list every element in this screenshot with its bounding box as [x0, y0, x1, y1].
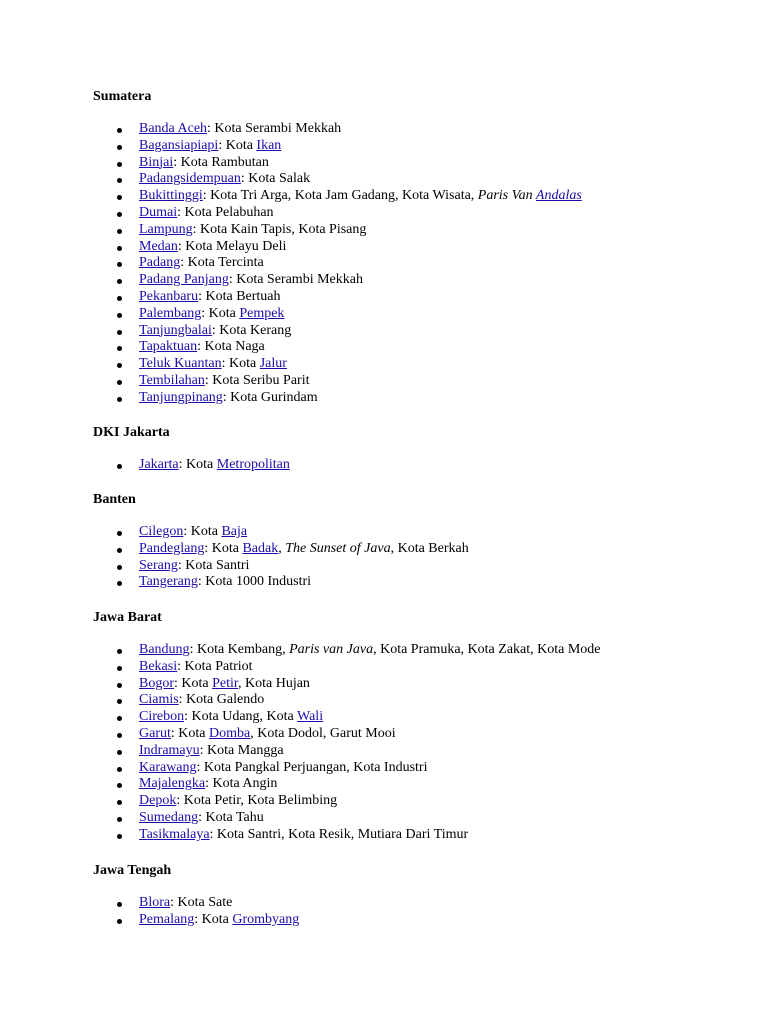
bullet-icon: [117, 919, 122, 924]
list-item: [93, 222, 753, 239]
list-item: [93, 272, 753, 289]
list-item: [93, 205, 753, 222]
list-item: [93, 138, 753, 155]
city-link[interactable]: Binjai: [139, 154, 174, 170]
item-text: : Kota Tercinta: [180, 255, 264, 271]
list-item: [93, 390, 753, 407]
city-link[interactable]: Depok: [139, 793, 177, 809]
city-link[interactable]: Palembang: [139, 305, 202, 321]
item-text: ,: [278, 540, 286, 556]
item-text: : Kota Kerang: [211, 322, 292, 338]
city-link[interactable]: Wali: [297, 709, 324, 725]
item-text: , Kota Berkah: [390, 540, 469, 556]
city-link[interactable]: Sumedang: [139, 809, 199, 825]
list-item: [93, 541, 753, 558]
item-text: : Kota: [183, 524, 222, 539]
list-item: [93, 912, 753, 929]
item-text: : Kota Kain Tapis, Kota Pisang: [192, 221, 367, 237]
item-text: : Kota Kembang,: [189, 642, 290, 657]
list-item: [93, 255, 753, 272]
item-text: : Kota: [201, 305, 240, 321]
city-link[interactable]: Pekanbaru: [139, 288, 199, 304]
bullet-icon: [117, 162, 122, 167]
city-link[interactable]: Andalas: [535, 188, 582, 204]
bullet-icon: [117, 346, 122, 351]
city-link[interactable]: Ikan: [256, 137, 282, 153]
section-jawa-barat: [93, 609, 753, 842]
city-link[interactable]: Padang Panjang: [139, 272, 229, 288]
item-text: , Kota Dodol, Garut Mooi: [250, 725, 396, 741]
item-text: : Kota Serambi Mekkah: [207, 121, 342, 136]
list-item: [93, 457, 753, 474]
section-heading: Jawa Barat: [93, 610, 162, 625]
list-item: [93, 188, 753, 205]
bullet-icon: [117, 313, 122, 318]
city-link[interactable]: Tembilahan: [139, 372, 205, 388]
list-item: [93, 676, 753, 693]
city-link[interactable]: Metropolitan: [216, 457, 290, 472]
item-text: : Kota Bertuah: [198, 288, 281, 304]
list-item: [93, 239, 753, 256]
item-text: : Kota Serambi Mekkah: [228, 272, 363, 288]
item-text: : Kota Sate: [170, 895, 233, 910]
bullet-icon: [117, 767, 122, 772]
section-banten: [93, 491, 753, 590]
city-list: [93, 895, 753, 929]
list-item: [93, 810, 753, 827]
bullet-icon: [117, 565, 122, 570]
item-text: : Kota Pelabuhan: [177, 204, 274, 220]
item-text: : Kota Seribu Parit: [204, 372, 310, 388]
bullet-icon: [117, 581, 122, 586]
item-text: : Kota 1000 Industri: [197, 574, 312, 590]
city-link[interactable]: Pempek: [239, 305, 285, 321]
list-item: [93, 743, 753, 760]
bullet-icon: [117, 800, 122, 805]
bullet-icon: [117, 464, 122, 469]
bullet-icon: [117, 363, 122, 368]
city-link[interactable]: Teluk Kuantan: [139, 356, 222, 372]
city-link[interactable]: Pandeglang: [139, 540, 205, 556]
item-text: : Kota Udang, Kota: [184, 709, 297, 725]
bullet-icon: [117, 397, 122, 402]
list-item: [93, 356, 753, 373]
bullet-icon: [117, 733, 122, 738]
city-link[interactable]: Tanjungpinang: [139, 389, 223, 405]
item-text: : Kota Galendo: [178, 692, 265, 708]
city-link[interactable]: Ciamis: [139, 692, 179, 708]
city-link[interactable]: Padangsidempuan: [139, 171, 241, 187]
list-item: [93, 827, 753, 844]
item-text: : Kota: [221, 356, 260, 372]
section-jawa-tengah: [93, 862, 753, 927]
city-link[interactable]: Pemalang: [139, 911, 195, 927]
bullet-icon: [117, 750, 122, 755]
item-text: : Kota Santri, Kota Resik, Mutiara Dari Timur: [209, 826, 469, 842]
city-link[interactable]: Banda Aceh: [139, 121, 208, 136]
item-text: : Kota Gurindam: [222, 389, 318, 405]
city-link[interactable]: Bandung: [139, 642, 190, 657]
city-link[interactable]: Serang: [139, 557, 178, 573]
list-item: [93, 339, 753, 356]
item-text: : Kota: [218, 137, 257, 153]
section-heading: Banten: [93, 492, 136, 507]
list-item: [93, 793, 753, 810]
city-link[interactable]: Badak: [242, 540, 279, 556]
list-item: [93, 659, 753, 676]
item-text: : Kota Santri: [177, 557, 250, 573]
item-text: : Kota Naga: [197, 339, 265, 355]
item-text: : Kota Rambutan: [173, 154, 269, 170]
bullet-icon: [117, 279, 122, 284]
list-item: [93, 289, 753, 306]
list-item: [93, 558, 753, 575]
list-item: [93, 760, 753, 777]
item-text: : Kota Mangga: [199, 742, 284, 758]
item-text: , Kota Hujan: [238, 675, 310, 691]
list-item: [93, 121, 753, 138]
city-link[interactable]: Grombyang: [232, 911, 300, 927]
list-item: [93, 895, 753, 912]
item-text: : Kota Tri Arga, Kota Jam Gadang, Kota Wisata,: [202, 188, 478, 204]
item-text: : Kota: [194, 911, 233, 927]
city-link[interactable]: Blora: [139, 895, 171, 910]
city-list: [93, 642, 753, 844]
bullet-icon: [117, 902, 122, 907]
bullet-icon: [117, 330, 122, 335]
list-item: [93, 171, 753, 188]
city-link[interactable]: Cirebon: [139, 709, 185, 725]
city-link[interactable]: Tapaktuan: [139, 339, 198, 355]
bullet-icon: [117, 262, 122, 267]
city-link[interactable]: Dumai: [139, 204, 178, 220]
bullet-icon: [117, 195, 122, 200]
city-link[interactable]: Bogor: [139, 675, 174, 691]
city-list: [93, 524, 753, 591]
city-link[interactable]: Cilegon: [139, 524, 184, 539]
list-item: [93, 776, 753, 793]
bullet-icon: [117, 834, 122, 839]
city-link[interactable]: Medan: [139, 238, 178, 254]
bullet-icon: [117, 666, 122, 671]
city-link[interactable]: Tasikmalaya: [139, 826, 210, 842]
city-link[interactable]: Jakarta: [139, 457, 179, 472]
bullet-icon: [117, 683, 122, 688]
bullet-icon: [117, 380, 122, 385]
list-item: [93, 524, 753, 541]
city-link[interactable]: Tangerang: [139, 574, 198, 590]
section-heading: Sumatera: [93, 89, 152, 104]
list-item: [93, 323, 753, 340]
item-text: : Kota: [178, 457, 217, 472]
city-list: [93, 457, 753, 474]
city-link[interactable]: Garut: [139, 725, 171, 741]
item-text: Paris Van: [477, 188, 536, 204]
item-text: : Kota Salak: [240, 171, 311, 187]
item-text: : Kota Pangkal Perjuangan, Kota Industri: [196, 759, 428, 775]
city-link[interactable]: Lampung: [139, 221, 193, 237]
item-text: : Kota Angin: [205, 776, 278, 792]
section-sumatera: [93, 88, 753, 405]
bullet-icon: [117, 548, 122, 553]
bullet-icon: [117, 229, 122, 234]
list-item: [93, 155, 753, 172]
city-link[interactable]: Indramayu: [139, 742, 200, 758]
item-text: : Kota Melayu Deli: [177, 238, 287, 254]
bullet-icon: [117, 246, 122, 251]
city-link[interactable]: Bekasi: [139, 658, 178, 674]
item-text: The Sunset of Java: [285, 540, 391, 556]
city-link[interactable]: Majalengka: [139, 776, 206, 792]
bullet-icon: [117, 716, 122, 721]
city-link[interactable]: Tanjungbalai: [139, 322, 212, 338]
city-link[interactable]: Petir: [212, 675, 238, 691]
list-item: [93, 709, 753, 726]
bullet-icon: [117, 128, 122, 133]
city-link[interactable]: Domba: [209, 725, 251, 741]
city-link[interactable]: Jalur: [259, 356, 287, 372]
item-text: : Kota Petir, Kota Belimbing: [176, 793, 338, 809]
bullet-icon: [117, 649, 122, 654]
item-text: Paris van Java: [289, 642, 374, 657]
list-item: [93, 642, 753, 659]
section-heading: DKI Jakarta: [93, 425, 170, 440]
bullet-icon: [117, 296, 122, 301]
city-link[interactable]: Bukittinggi: [139, 188, 203, 204]
city-link[interactable]: Padang: [139, 255, 181, 271]
city-link[interactable]: Bagansiapiapi: [139, 137, 219, 153]
bullet-icon: [117, 783, 122, 788]
bullet-icon: [117, 817, 122, 822]
item-text: : Kota: [174, 675, 213, 691]
item-text: : Kota Tahu: [198, 809, 264, 825]
city-link[interactable]: Baja: [221, 524, 248, 539]
item-text: : Kota: [204, 540, 243, 556]
list-item: [93, 373, 753, 390]
bullet-icon: [117, 178, 122, 183]
item-text: , Kota Pramuka, Kota Zakat, Kota Mode: [373, 642, 601, 657]
bullet-icon: [117, 699, 122, 704]
section-dki-jakarta: [93, 424, 753, 472]
bullet-icon: [117, 145, 122, 150]
city-link[interactable]: Karawang: [139, 759, 197, 775]
list-item: [93, 306, 753, 323]
list-item: [93, 726, 753, 743]
item-text: : Kota Patriot: [177, 658, 253, 674]
bullet-icon: [117, 531, 122, 536]
bullet-icon: [117, 212, 122, 217]
item-text: : Kota: [170, 725, 209, 741]
list-item: [93, 692, 753, 709]
city-list: [93, 121, 753, 407]
list-item: [93, 574, 753, 591]
section-heading: Jawa Tengah: [93, 863, 172, 878]
